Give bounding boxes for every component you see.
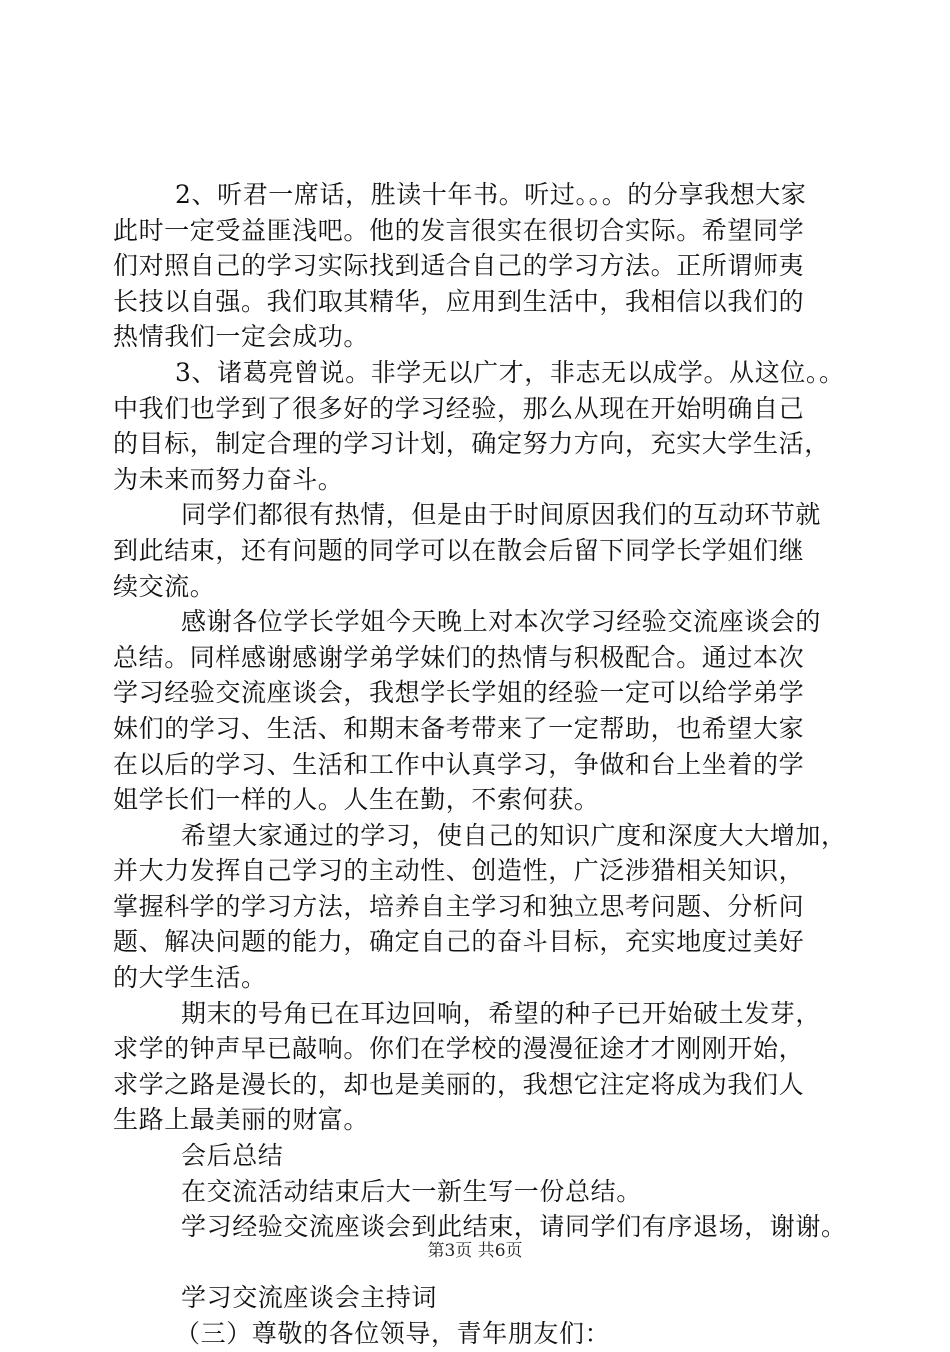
text-line: （三）尊敬的各位领导，青年朋友们： [175,1319,611,1348]
text-line: 生路上最美丽的财富。 [113,1105,370,1135]
text-line: 长技以自强。我们取其精华，应用到生活中，我相信以我们的 [113,286,805,316]
section-title: 学习交流座谈会主持词 [181,1283,438,1313]
text-line: 同学们都很有热情，但是由于时间原因我们的互动环节就 [181,500,822,530]
text-line: 在交流活动结束后大一新生写一份总结。 [181,1176,642,1206]
text-line: 总结。同样感谢感谢学弟学妹们的热情与积极配合。通过本次 [113,642,805,672]
text-line: 此时一定受益匪浅吧。他的发言很实在很切合实际。希望同学 [113,215,805,245]
text-line: 期末的号角已在耳边回响，希望的种子已开始破土发芽， [181,998,822,1028]
text-line: 的目标，制定合理的学习计划，确定努力方向，充实大学生活， [113,429,830,459]
text-line: 们对照自己的学习实际找到适合自己的学习方法。正所谓师夷 [113,251,805,281]
text-line: 3、诸葛亮曾说。非学无以广才，非志无以成学。从这位。。 [175,357,845,387]
text-line: 并大力发挥自己学习的主动性、创造性，广泛涉猎相关知识， [113,856,805,886]
section-heading: 会后总结 [181,1141,284,1171]
text-line: 为未来而努力奋斗。 [113,464,344,494]
text-line: 掌握科学的学习方法，培养自主学习和独立思考问题、分析问 [113,891,805,921]
text-line: 姐学长们一样的人。人生在勤，不索何获。 [113,785,600,815]
text-line: 学习经验交流座谈会到此结束，请同学们有序退场，谢谢。 [181,1212,847,1242]
page-footer: 第3页 共6页 [427,1241,523,1261]
text-line: 希望大家通过的学习，使自己的知识广度和深度大大增加， [181,820,847,850]
text-line: 的大学生活。 [113,963,267,993]
text-line: 热情我们一定会成功。 [113,322,370,352]
text-line: 到此结束，还有问题的同学可以在散会后留下同学长学姐们继 [113,535,805,565]
text-line: 妹们的学习、生活、和期末备考带来了一定帮助，也希望大家 [113,713,805,743]
text-line: 续交流。 [113,571,216,601]
text-line: 题、解决问题的能力，确定自己的奋斗目标，充实地度过美好 [113,927,805,957]
text-line: 中我们也学到了很多好的学习经验，那么从现在开始明确自己 [113,393,805,423]
text-line: 学习经验交流座谈会，我想学长学姐的经验一定可以给学弟学 [113,678,805,708]
text-line: 求学的钟声早已敲响。你们在学校的漫漫征途才才刚刚开始， [113,1034,805,1064]
document-body [113,177,847,1352]
text-line: 在以后的学习、生活和工作中认真学习，争做和台上坐着的学 [113,749,805,779]
text-line: 求学之路是漫长的，却也是美丽的，我想它注定将成为我们人 [113,1069,805,1099]
text-line: 感谢各位学长学姐今天晚上对本次学习经验交流座谈会的 [181,607,822,637]
text-line: 2、听君一席话，胜读十年书。听过。。。的分享我想大家 [175,180,807,209]
